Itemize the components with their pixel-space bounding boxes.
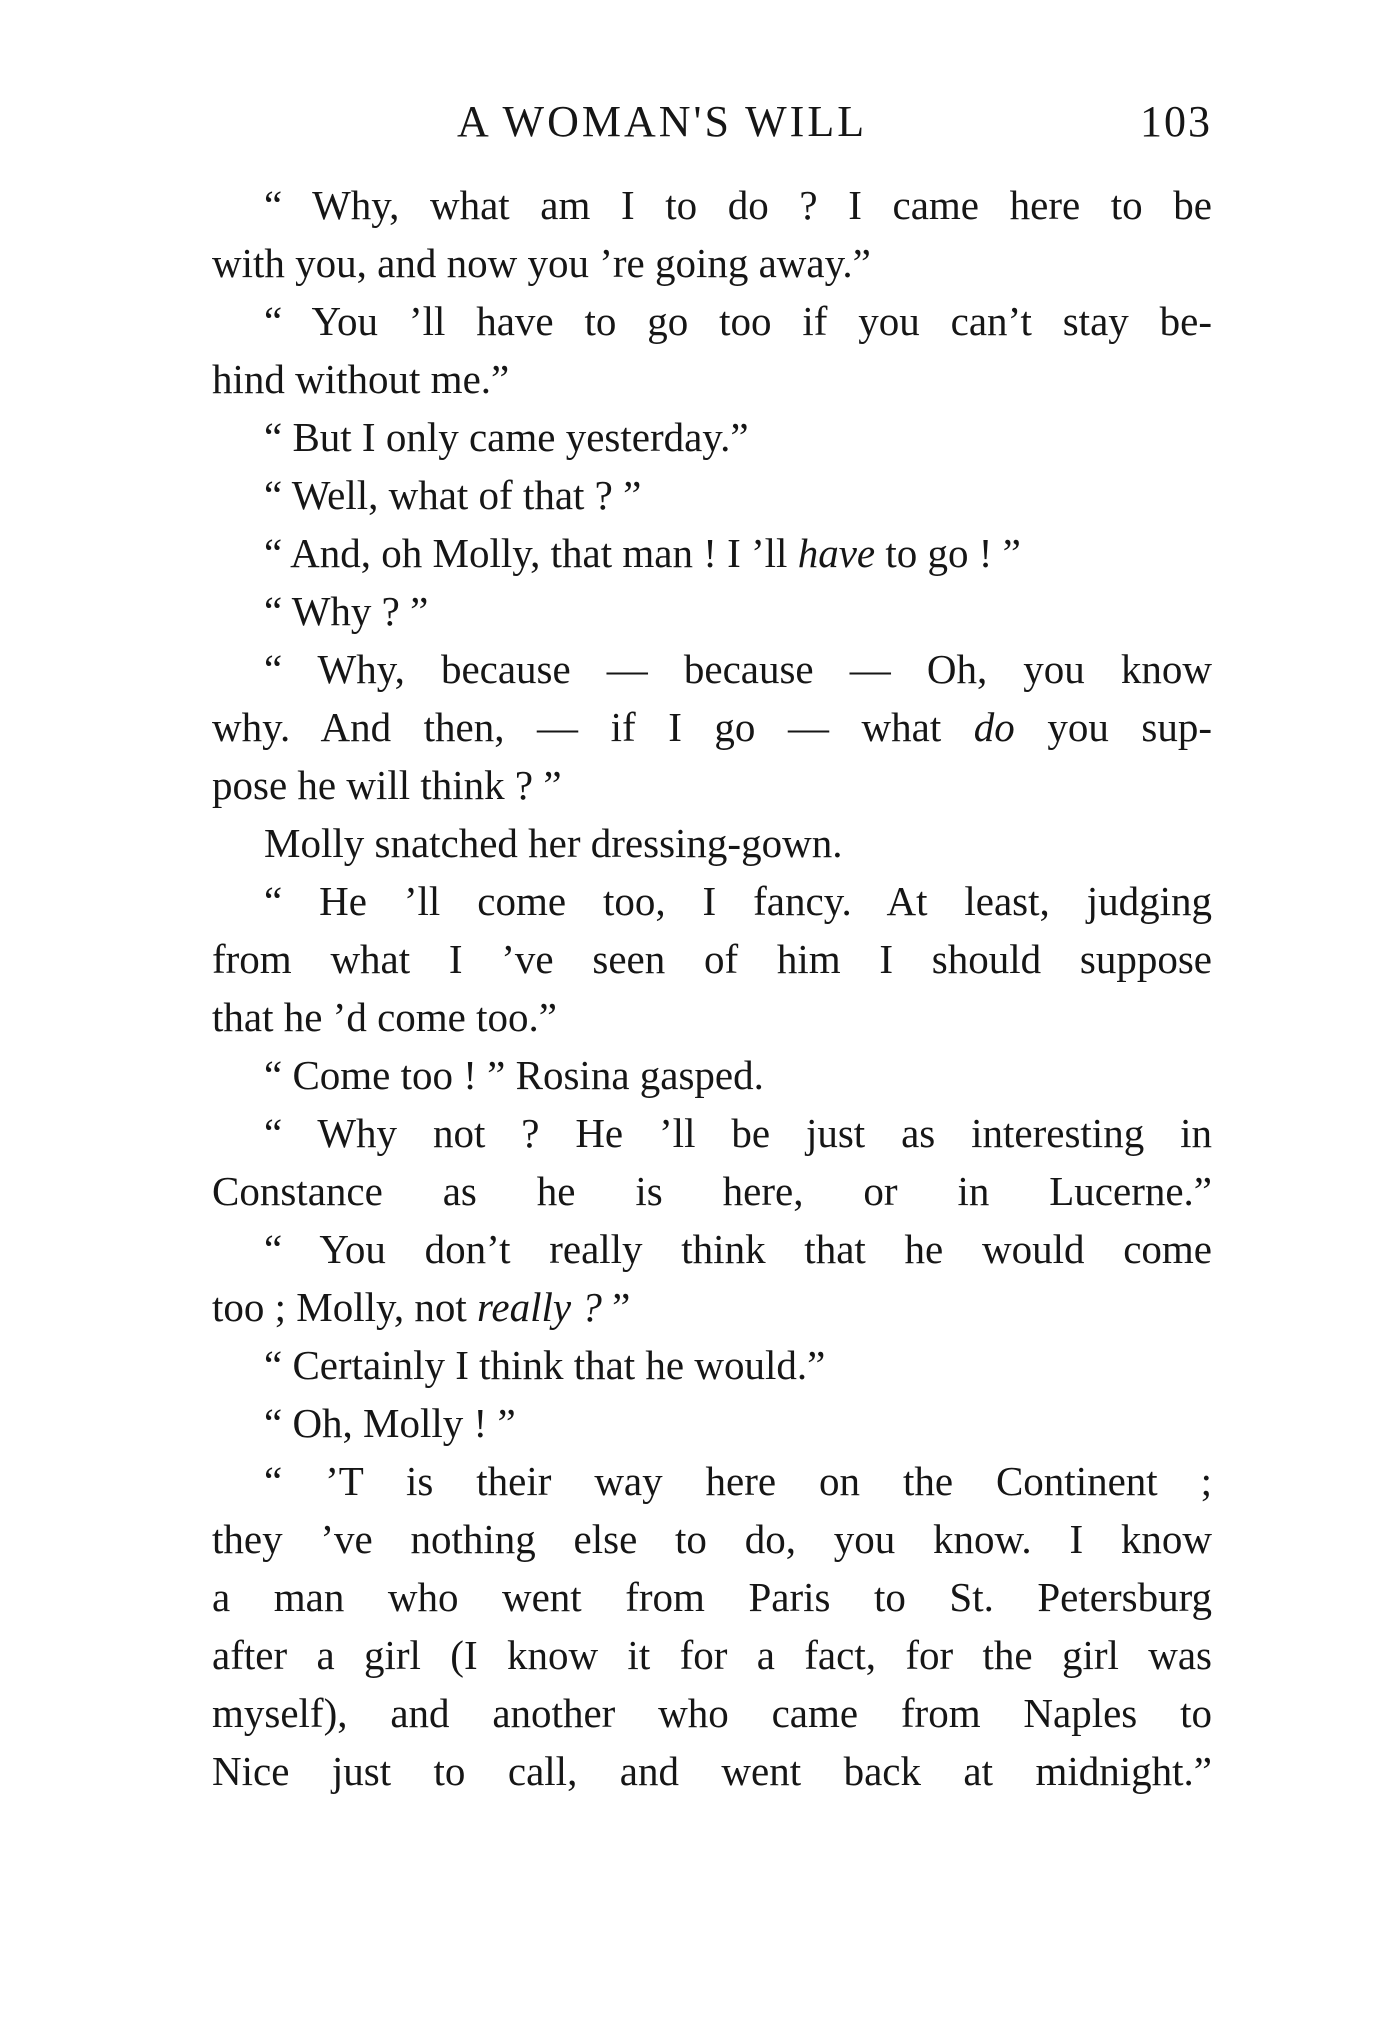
text-run: pose he will think ? ”	[212, 762, 562, 808]
text-line	[212, 1626, 1212, 1684]
text-run: you sup-	[1014, 704, 1213, 750]
text-line	[212, 350, 1212, 408]
text-run: why. And then, — if I go — what	[212, 704, 974, 750]
text-line	[212, 698, 1212, 756]
text-run: Constance as he is here, or in Lucerne.”	[212, 1168, 1212, 1214]
italic-text-run: really ?	[477, 1284, 602, 1330]
text-run: “ Why, what am I to do ? I came here to be	[264, 182, 1212, 228]
text-line	[212, 640, 1212, 698]
text-line	[212, 582, 1212, 640]
text-run: myself), and another who came from Naples to	[212, 1690, 1212, 1736]
text-run: “ You don’t really think that he would come	[264, 1226, 1212, 1272]
text-line	[212, 814, 1212, 872]
text-line	[212, 1510, 1212, 1568]
text-run: after a girl (I know it for a fact, for the girl was	[212, 1632, 1212, 1678]
text-line	[212, 1452, 1212, 1510]
italic-text-run: have	[797, 530, 876, 576]
text-run: “ ’T is their way here on the Continent ;	[264, 1458, 1212, 1504]
text-line	[212, 466, 1212, 524]
text-line	[212, 756, 1212, 814]
text-line	[212, 1162, 1212, 1220]
text-run: “ He ’ll come too, I fancy. At least, judging	[264, 878, 1212, 924]
text-line	[212, 176, 1212, 234]
text-run: “ You ’ll have to go too if you can’t stay be-	[264, 298, 1212, 344]
text-run: “ Certainly I think that he would.”	[264, 1342, 826, 1388]
text-line	[212, 234, 1212, 292]
text-run: ”	[601, 1284, 631, 1330]
text-run: “ Well, what of that ? ”	[264, 472, 642, 518]
text-run: “ And, oh Molly, that man ! I ’ll	[264, 530, 798, 576]
text-line	[212, 1220, 1212, 1278]
text-line	[212, 872, 1212, 930]
text-line	[212, 1336, 1212, 1394]
text-run: with you, and now you ’re going away.”	[212, 240, 871, 286]
text-line	[212, 1278, 1212, 1336]
body-text	[212, 176, 1212, 1800]
text-run: “ But I only came yesterday.”	[264, 414, 749, 460]
text-line	[212, 1394, 1212, 1452]
text-run: to go ! ”	[875, 530, 1021, 576]
text-line	[212, 1684, 1212, 1742]
text-run: a man who went from Paris to St. Petersburg	[212, 1574, 1212, 1620]
text-run: “ Why, because — because — Oh, you know	[264, 646, 1212, 692]
text-run: “ Come too ! ” Rosina gasped.	[264, 1052, 764, 1098]
page-header	[212, 92, 1212, 152]
text-line	[212, 1104, 1212, 1162]
text-line	[212, 988, 1212, 1046]
text-line	[212, 1742, 1212, 1800]
text-run: hind without me.”	[212, 356, 510, 402]
text-line	[212, 408, 1212, 466]
italic-text-run: do	[973, 704, 1015, 750]
text-line	[212, 1568, 1212, 1626]
text-run: “ Why not ? He ’ll be just as interesting in	[264, 1110, 1212, 1156]
text-run: “ Why ? ”	[264, 588, 429, 634]
text-run: “ Oh, Molly ! ”	[264, 1400, 516, 1446]
running-title: A WOMAN'S WILL	[457, 97, 868, 146]
text-line	[212, 930, 1212, 988]
text-run: too ; Molly, not	[212, 1284, 477, 1330]
text-run: that he ’d come too.”	[212, 994, 557, 1040]
text-run: they ’ve nothing else to do, you know. I know	[212, 1516, 1212, 1562]
text-line	[212, 292, 1212, 350]
text-run: from what I ’ve seen of him I should suppose	[212, 936, 1212, 982]
text-line	[212, 1046, 1212, 1104]
text-line	[212, 524, 1212, 582]
page-number: 103	[1140, 97, 1212, 146]
text-run: Nice just to call, and went back at midnight.”	[212, 1748, 1212, 1794]
text-run: Molly snatched her dressing-gown.	[264, 820, 843, 866]
